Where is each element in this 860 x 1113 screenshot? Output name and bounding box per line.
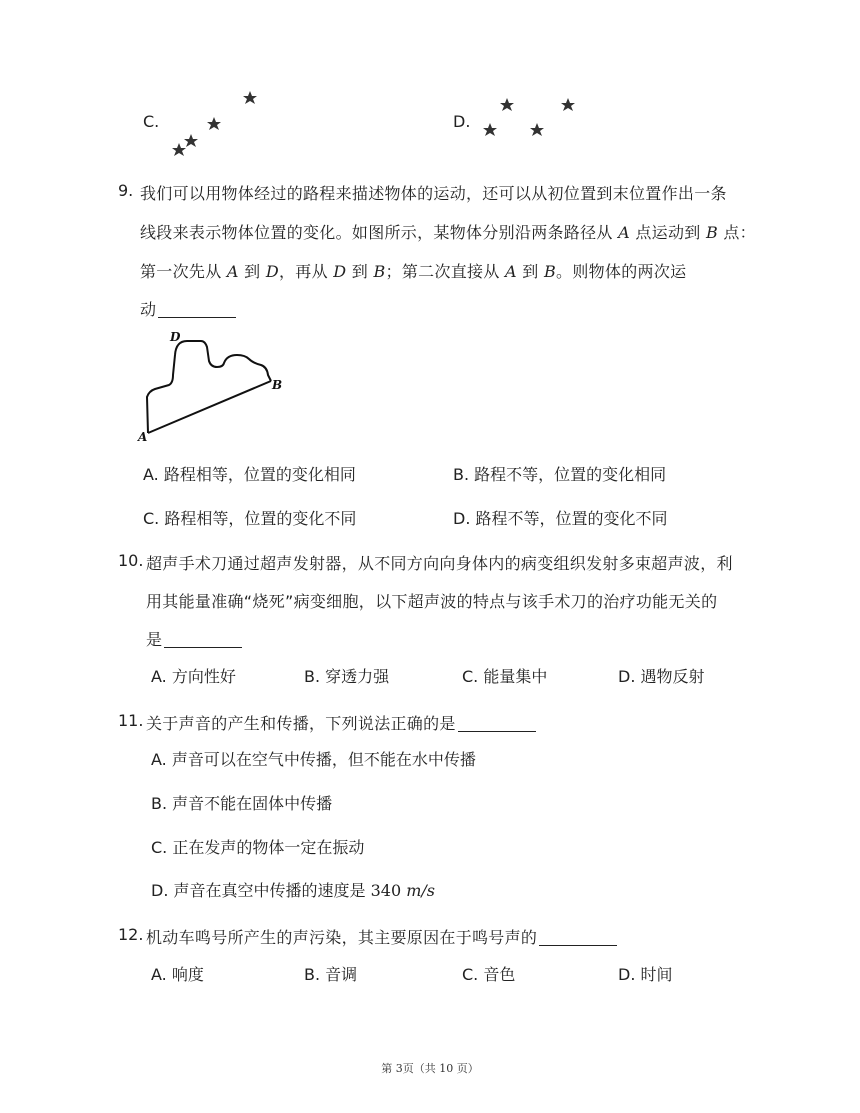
q10-line-3: 是 [146, 627, 242, 650]
q12-line-1: 机动车鸣号所产生的声污染，其主要原因在于鸣号声的 [146, 925, 617, 948]
q11-option-a[interactable]: A. 声音可以在空气中传播，但不能在水中传播 [151, 750, 476, 769]
answer-blank[interactable] [164, 631, 242, 648]
star-icon [207, 117, 221, 130]
q8-option-c-stars-figure [165, 85, 265, 165]
q10-line-2: 用其能量准确“烧死”病变细胞，以下超声波的特点与该手术刀的治疗功能无关的 [146, 592, 718, 611]
q11-line-1: 关于声音的产生和传播，下列说法正确的是 [146, 711, 536, 734]
q10-option-a[interactable]: A. 方向性好 [151, 667, 236, 686]
page-footer: 第 3页（共 10 页） [381, 1062, 479, 1075]
q8-option-d-label: D. [453, 112, 471, 131]
star-icon [243, 91, 257, 104]
q12-option-c[interactable]: C. 音色 [462, 965, 516, 984]
q11-option-d[interactable]: D. 声音在真空中传播的速度是 340 m/s [151, 881, 436, 900]
q8-option-c-label: C. [143, 112, 160, 131]
q12-number: 12. [118, 925, 144, 944]
star-icon [530, 123, 544, 136]
q10-line-1: 超声手术刀通过超声发射器，从不同方向向身体内的病变组织发射多束超声波，利 [146, 554, 733, 573]
q12-option-b[interactable]: B. 音调 [304, 965, 358, 984]
q11-option-c[interactable]: C. 正在发声的物体一定在振动 [151, 838, 365, 857]
q9-option-a[interactable]: A. 路程相等，位置的变化相同 [143, 465, 356, 484]
q10-number: 10. [118, 551, 144, 570]
q12-option-d[interactable]: D. 时间 [618, 965, 673, 984]
q9-option-d[interactable]: D. 路程不等，位置的变化不同 [453, 509, 668, 528]
star-icon [500, 98, 514, 111]
q9-option-b[interactable]: B. 路程不等，位置的变化相同 [453, 465, 667, 484]
q9-line-2: 线段来表示物体位置的变化。如图所示，某物体分别沿两条路径从 A 点运动到 B 点： [140, 223, 756, 242]
straight-path [148, 381, 271, 433]
q9-number: 9. [118, 181, 134, 200]
q10-option-d[interactable]: D. 遇物反射 [618, 667, 705, 686]
star-icon [172, 143, 186, 156]
q10-option-b[interactable]: B. 穿透力强 [304, 667, 390, 686]
q9-line-4: 动 [140, 297, 236, 320]
q9-path-figure [135, 325, 290, 445]
answer-blank[interactable] [539, 929, 617, 946]
star-icon [184, 134, 198, 147]
q9-line-1: 我们可以用物体经过的路程来描述物体的运动，还可以从初位置到末位置作出一条 [140, 184, 727, 203]
q8-option-d-stars-figure [478, 92, 588, 142]
star-icon [483, 123, 497, 136]
q11-option-b[interactable]: B. 声音不能在固体中传播 [151, 794, 333, 813]
q10-option-c[interactable]: C. 能量集中 [462, 667, 548, 686]
fig-label-d: D [170, 330, 181, 344]
q9-line-3: 第一次先从 A 到 D，再从 D 到 B；第二次直接从 A 到 B。则物体的两次运 [140, 262, 687, 281]
answer-blank[interactable] [158, 301, 236, 318]
curved-path [147, 341, 271, 433]
q11-number: 11. [118, 711, 144, 730]
star-icon [561, 98, 575, 111]
answer-blank[interactable] [458, 715, 536, 732]
fig-label-a: A [138, 430, 148, 444]
q12-option-a[interactable]: A. 响度 [151, 965, 204, 984]
fig-label-b: B [272, 378, 283, 392]
q9-option-c[interactable]: C. 路程相等，位置的变化不同 [143, 509, 357, 528]
